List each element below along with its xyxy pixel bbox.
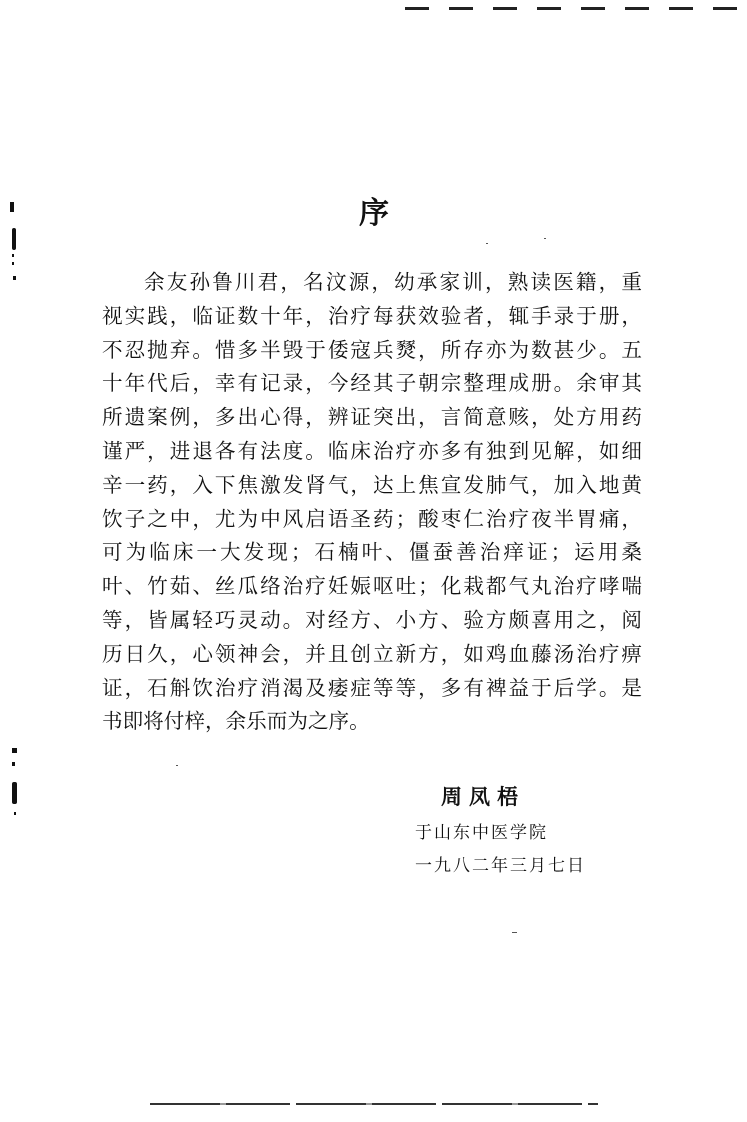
signature-block [415,784,645,878]
binding-mark [12,782,17,804]
preface-line: 不忍抛弃。惜多半毁于倭寇兵燹，所存亦为数甚少。五 [102,337,642,362]
page-title: 序 [359,196,389,231]
binding-mark [10,202,14,212]
binding-mark [12,228,16,250]
preface-line: 叶、竹茹、丝瓜络治疗妊娠呕吐；化栽都气丸治疗哮喘 [102,574,642,599]
preface-line: 谨严，进退各有法度。临床治疗亦多有独到见解，如细 [102,438,642,463]
scan-speck [486,243,488,244]
scan-speck [512,932,517,933]
preface-line: 视实践，临证数十年，治疗每获效验者，辄手录于册， [102,303,642,328]
signature-place: 于山东中医学院 [415,823,548,843]
preface-body [102,266,642,739]
signature-author: 周凤梧 [441,785,525,809]
binding-mark [12,748,17,753]
preface-line: 证，石斛饮治疗消渴及痿症等等，多有裨益于后学。是 [102,675,642,700]
bottom-rule [150,1103,598,1105]
binding-mark [12,762,15,766]
preface-line: 书即将付梓，余乐而为之序。 [102,709,370,734]
preface-line: 饮子之中，尤为中风启语圣药；酸枣仁治疗夜半胃痛， [102,506,642,531]
preface-line: 可为临床一大发现；石楠叶、僵蚕善治痒证；运用桑 [102,540,642,565]
scan-speck [544,238,546,239]
scan-speck [176,765,178,766]
preface-line: 余友孙鲁川君，名汶源，幼承家训，熟读医籍，重 [144,270,642,294]
top-dashed-border [405,7,747,10]
binding-mark [12,262,14,265]
preface-line: 辛一药，入下焦激发肾气，达上焦宣发肺气，加入地黄 [102,472,642,497]
binding-mark [14,812,16,815]
preface-line: 所遗案例，多出心得，辨证突出，言简意赅，处方用药 [102,405,642,430]
signature-date: 一九八二年三月七日 [415,856,586,876]
binding-mark [12,254,14,257]
preface-line: 十年代后，幸有记录，今经其子朝宗整理成册。余审其 [102,371,642,396]
binding-mark [13,276,16,280]
preface-line: 历日久，心领神会，并且创立新方，如鸡血藤汤治疗痹 [102,641,642,666]
preface-line: 等，皆属轻巧灵动。对经方、小方、验方颇喜用之，阅 [102,607,642,632]
